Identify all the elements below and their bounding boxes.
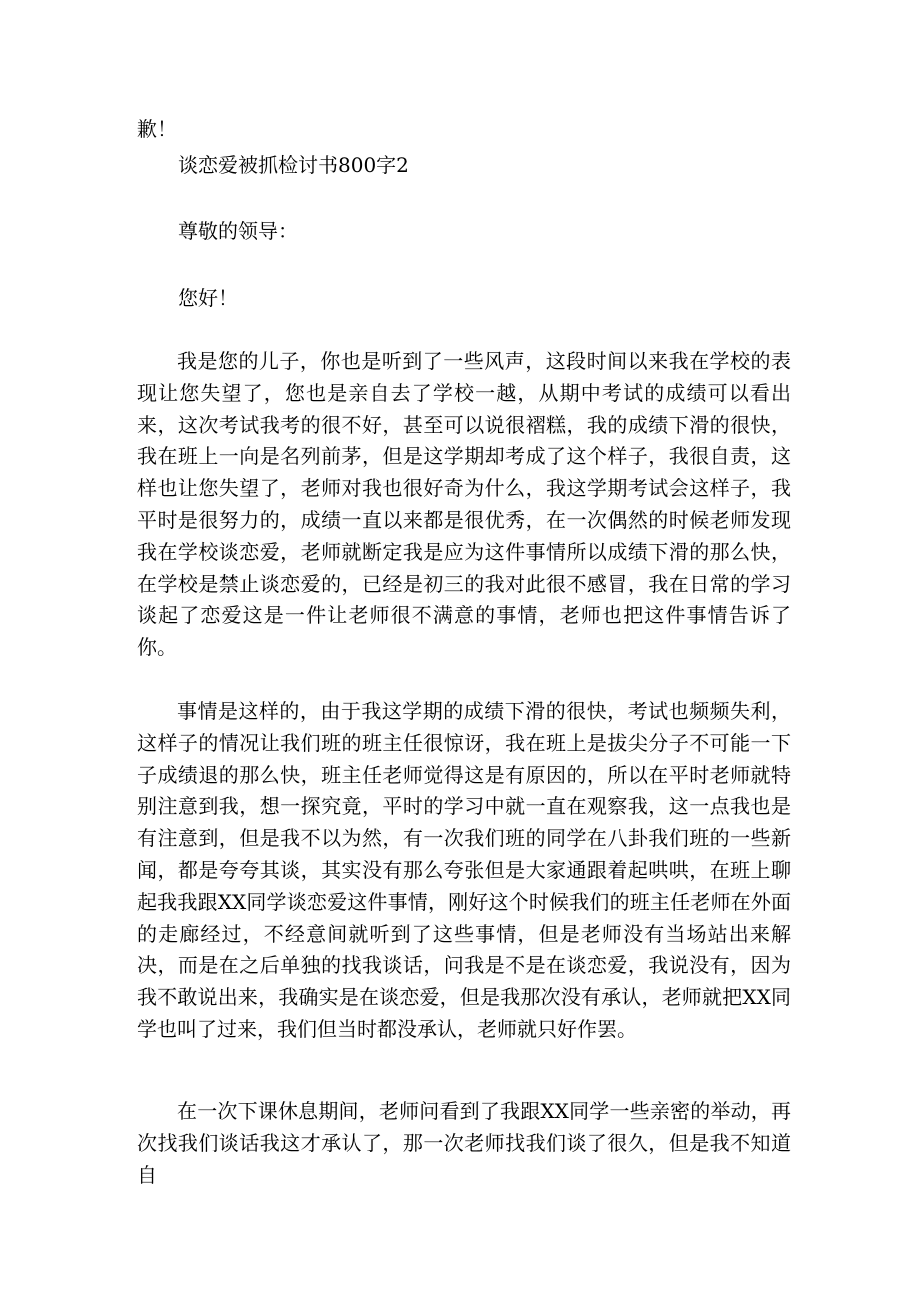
document-title: 谈恋爱被抓检讨书800字2 <box>178 153 409 177</box>
paragraph-3: 在一次下课休息期间，老师问看到了我跟XX同学一些亲密的举动，再次找我们谈话我这才承认了，那一次老师找我们谈了很久，但是我不知道自 <box>137 1099 791 1187</box>
paragraph-1: 我是您的儿子，你也是听到了一些风声，这段时间以来我在学校的表现让您失望了，您也是亲自去了学校一越，从期中考试的成绩可以看出来，这次考试我考的很不好，甚至可以说很褶糕，我的成绩下滑的很快，我在班上一向是名列前茅，但是这学期却考成了这个样子，我很自责，这样也让您失望了，老师对我也很好奇为什么，我这学期考试会这样子，我平时是很努力的，成绩一直以来都是很优秀，在一次偶然的时候老师发现我在学校谈恋爱，老师就断定我是应为这件事情所以成绩下滑的那么快，在学校是禁止谈恋爱的，已经是初三的我对此很不感冒，我在日常的学习谈起了恋爱这是一件让老师很不满意的事情，老师也把这件事情告诉了你。 <box>137 349 791 660</box>
greeting: 您好！ <box>178 286 238 310</box>
salutation: 尊敬的领导： <box>178 219 298 243</box>
paragraph-2: 事情是这样的，由于我这学期的成绩下滑的很快，考试也频频失利，这样子的情况让我们班的班主任很惊讶，我在班上是拔尖分子不可能一下子成绩退的那么快，班主任老师觉得这是有原因的，所以在平时老师就特别注意到我，想一探究竟，平时的学习中就一直在观察我，这一点我也是有注意到，但是我不以为然，有一次我们班的同学在八卦我们班的一些新闻，都是夸夸其谈，其实没有那么夸张但是大家通跟着起哄哄，在班上聊起我我跟XX同学谈恋爱这件事情，刚好这个时候我们的班主任老师在外面的走廊经过，不经意间就听到了这些事情，但是老师没有当场站出来解决，而是在之后单独的找我谈话，问我是不是在谈恋爱，我说没有，因为我不敢说出来，我确实是在谈恋爱，但是我那次没有承认，老师就把XX同学也叫了过来，我们但当时都没承认，老师就只好作罢。 <box>137 699 791 1041</box>
previous-text-fragment: 歉！ <box>137 117 177 141</box>
